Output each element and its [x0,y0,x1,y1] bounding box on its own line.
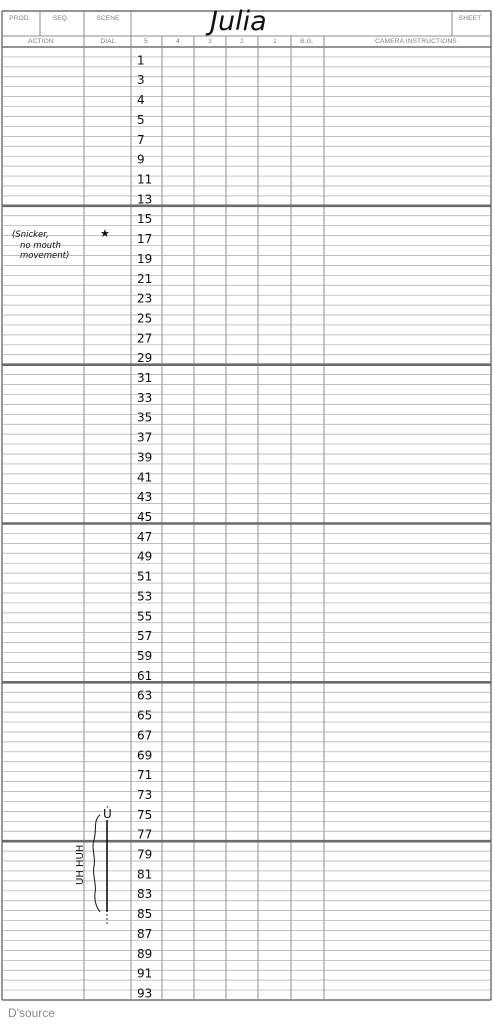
prod-label: PROD. [9,15,31,22]
frame-number: 69 [137,748,153,763]
frame-number: 27 [137,331,153,346]
frame-number: 57 [137,629,153,644]
frame-number: 65 [137,708,153,723]
frame-number: 11 [137,172,153,187]
frame-number: 39 [137,450,153,465]
frame-number: 77 [137,827,153,842]
frame-number: 3 [137,73,145,88]
frame-number: 83 [137,887,153,902]
frame-number-column [137,53,152,1000]
frame-number: 29 [137,351,153,366]
col-1: 1 [273,38,277,45]
frame-number: 89 [137,946,153,961]
col-dial: DIAL [100,38,116,45]
frame-number: 87 [137,926,153,941]
frame-number: 75 [137,807,153,822]
frame-number: 1 [137,53,145,68]
star-icon: ★ [100,227,110,240]
col-3: 3 [208,38,212,45]
action-note-line: (Snicker, [12,230,49,240]
frame-number: 21 [137,271,153,286]
footer-source: D'source [8,1006,55,1020]
accent-mark: Ú [103,807,112,821]
col-bg: B.G. [300,38,314,45]
frame-number: 55 [137,609,153,624]
frame-number: 93 [137,986,153,1001]
frame-number: 51 [137,569,153,584]
frame-number: 79 [137,847,153,862]
sheet-label: SHEET [458,15,482,22]
frame-number: 45 [137,510,153,525]
frame-number: 81 [137,867,153,882]
frame-number: 63 [137,688,153,703]
frame-number: 47 [137,529,153,544]
action-note [12,230,69,261]
dot [106,918,108,920]
frame-number: 85 [137,907,153,922]
frame-number: 71 [137,768,153,783]
frame-number: 73 [137,787,153,802]
frame-number: 4 [137,93,145,108]
frame-number: 41 [137,470,153,485]
frame-number: 67 [137,728,153,743]
frame-number: 91 [137,966,153,981]
frame-number: 53 [137,589,153,604]
dial-trail-dots [106,914,108,924]
action-note-line: movement) [20,251,70,261]
frame-number: 59 [137,648,153,663]
frame-number: 61 [137,668,153,683]
dial-note-uh-huh: UH HUH [75,844,86,885]
frame-number: 19 [137,251,153,266]
sheet-title: Julia [210,6,267,37]
frame-number: 33 [137,390,153,405]
col-2: 2 [240,38,244,45]
col-5: 5 [144,38,148,45]
action-note-line: no mouth [20,241,61,251]
scene-label: SCENE [96,15,120,22]
frame-number: 43 [137,490,153,505]
seq-label: SEQ. [52,15,70,22]
dot [106,922,108,924]
dial-brace-mark [93,815,100,912]
frame-number: 9 [137,152,145,167]
frame-number: 17 [137,232,153,247]
col-4: 4 [176,38,180,45]
frame-number: 5 [137,112,145,127]
frame-number: 31 [137,371,153,386]
frame-number: 25 [137,311,153,326]
frame-number: 37 [137,430,153,445]
frame-number: 23 [137,291,153,306]
frame-number: 49 [137,549,153,564]
frame-number: 7 [137,132,145,147]
col-action: ACTION [28,38,54,45]
frame-number: 13 [137,192,153,207]
frame-number: 15 [137,212,153,227]
frame-number: 35 [137,410,153,425]
col-camera-instructions: CAMERA INSTRUCTIONS [375,38,457,45]
dot [106,914,108,916]
